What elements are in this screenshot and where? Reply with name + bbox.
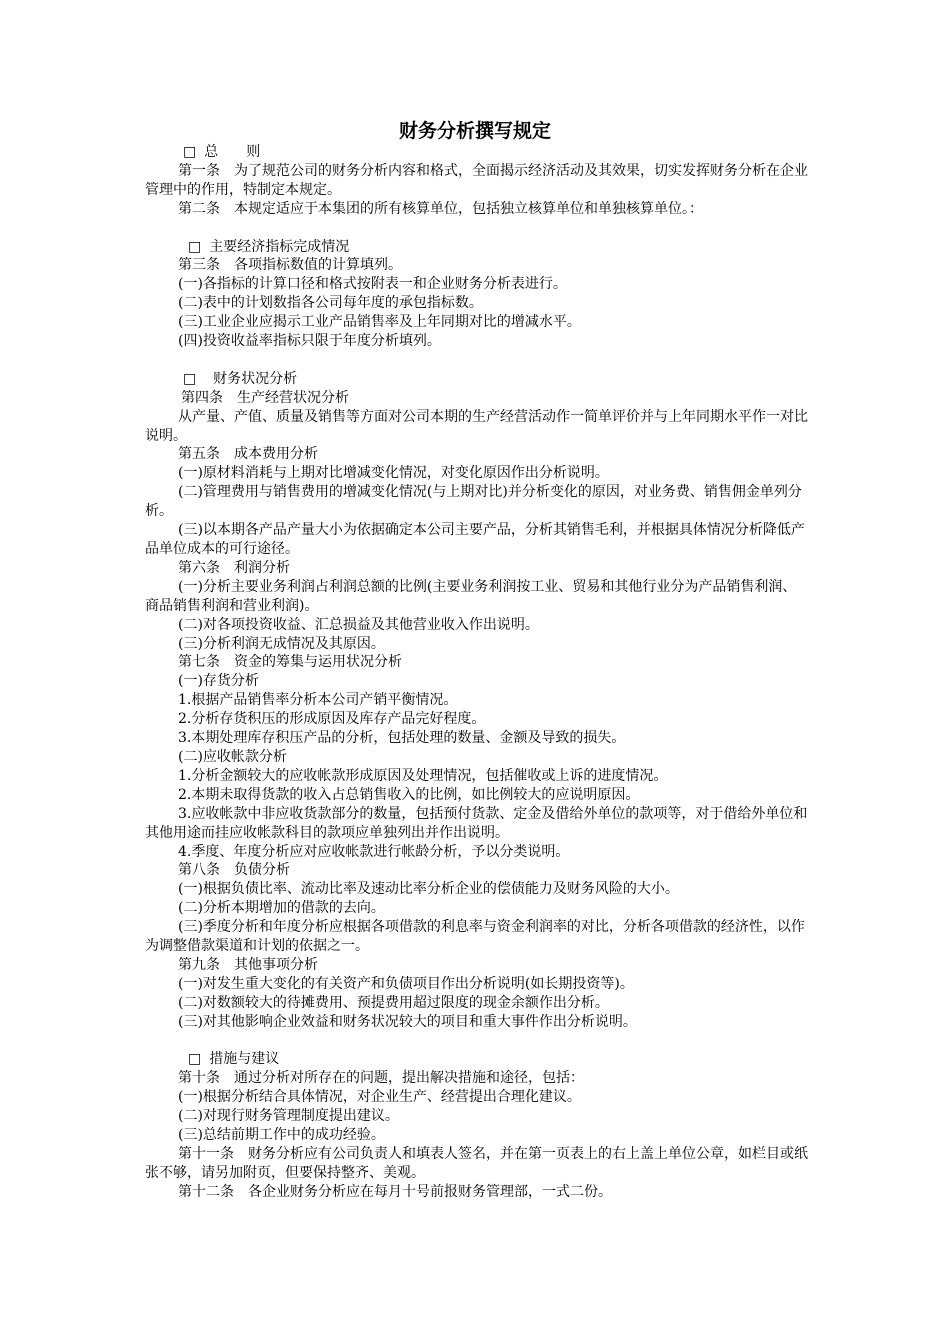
article-3-item-3: (三)工业企业应揭示工业产品销售率及上年同期对比的增减水平。 (178, 314, 581, 331)
article-4: 第四条 生产经营状况分析 (181, 389, 349, 406)
spacer (145, 351, 810, 370)
checkbox-icon: □ (188, 238, 202, 255)
article-6-item-3: (三)分析利润无成情况及其原因。 (178, 635, 385, 652)
article-3-item-2: (二)表中的计划数指各公司每年度的承包指标数。 (178, 295, 483, 312)
article-9-item-1: (一)对发生重大变化的有关资产和负债项目作出分析说明(如长期投资等)。 (178, 975, 634, 992)
checkbox-icon: □ (188, 1051, 202, 1068)
article-4-text: 从产量、产值、质量及销售等方面对公司本期的生产经营活动作一简单评价并与上年同期水平作一对比说明。 (145, 408, 808, 444)
article-7-item-1-2: 2.分析存货积压的形成原因及库存产品完好程度。 (178, 711, 486, 728)
article-2: 第二条 本规定适应于本集团的所有核算单位，包括独立核算单位和单独核算单位。： (178, 200, 703, 217)
article-9-item-3: (三)对其他影响企业效益和财务状况较大的项目和重大事件作出分析说明。 (178, 1013, 637, 1030)
article-7-item-2-4: 4.季度、年度分析应对应收帐款进行帐龄分析，予以分类说明。 (178, 843, 570, 860)
document-body (145, 143, 810, 1202)
spacer (145, 1032, 810, 1051)
article-5-item-2: (二)管理费用与销售费用的增减变化情况(与上期对比)并分析变化的原因，对业务费、销售佣金单列分析。 (145, 484, 802, 520)
section-heading-measures: □ 措施与建议 (188, 1051, 280, 1068)
article-1: 第一条 为了规范公司的财务分析内容和格式，全面揭示经济活动及其效果，切实发挥财务分析在企业管理中的作用，特制定本规定。 (145, 162, 808, 198)
article-9-item-2: (二)对数额较大的待摊费用、预提费用超过限度的现金余额作出分析。 (178, 994, 609, 1011)
article-3-item-1: (一)各指标的计算口径和格式按附表一和企业财务分析表进行。 (178, 276, 567, 293)
article-7-item-2-1: 1.分析金额较大的应收帐款形成原因及处理情况，包括催收或上诉的进度情况。 (178, 767, 668, 784)
article-10-item-1: (一)根据分析结合具体情况，对企业生产、经营提出合理化建议。 (178, 1089, 581, 1106)
article-5: 第五条 成本费用分析 (178, 446, 318, 463)
article-10-item-2: (二)对现行财务管理制度提出建议。 (178, 1108, 399, 1125)
article-6-item-1: (一)分析主要业务利润占利润总额的比例(主要业务利润按工业、贸易和其他行业分为产品销售利润、商品销售利润和营业利润)。 (145, 578, 797, 614)
article-7-item-1-1: 1.根据产品销售率分析本公司产销平衡情况。 (178, 692, 458, 709)
article-8-item-1: (一)根据负债比率、流动比率及速动比率分析企业的偿债能力及财务风险的大小。 (178, 881, 679, 898)
article-3: 第三条 各项指标数值的计算填列。 (178, 257, 402, 274)
article-8-item-3: (三)季度分析和年度分析应根据各项借款的利息率与资金利润率的对比，分析各项借款的经济性，以作为调整借款渠道和计划的依据之一。 (145, 919, 805, 955)
section-heading-indicators: □ 主要经济指标完成情况 (188, 238, 350, 255)
article-7: 第七条 资金的筹集与运用状况分析 (178, 654, 402, 671)
document-title: 财务分析撰写规定 (398, 120, 551, 142)
article-5-item-1: (一)原材料消耗与上期对比增减变化情况，对变化原因作出分析说明。 (178, 465, 609, 482)
article-5-item-3: (三)以本期各产品产量大小为依据确定本公司主要产品，分析其销售毛利，并根据具体情况分析降低产品单位成本的可行途径。 (145, 522, 805, 557)
checkbox-icon: □ (183, 370, 197, 387)
article-10-item-3: (三)总结前期工作中的成功经验。 (178, 1127, 385, 1144)
article-6: 第六条 利润分析 (178, 559, 290, 576)
article-11: 第十一条 财务分析应有公司负责人和填表人签名，并在第一页表上的右上盖上单位公章，如栏目或纸张不够，请另加附页，但要保持整齐、美观。 (145, 1145, 808, 1181)
section-heading-general: □ 总 则 (183, 144, 261, 160)
article-7-item-2-2: 2.本期未取得货款的收入占总销售收入的比例，如比例较大的应说明原因。 (178, 786, 640, 803)
article-6-item-2: (二)对各项投资收益、汇总损益及其他营业收入作出说明。 (178, 616, 539, 633)
article-3-item-4: (四)投资收益率指标只限于年度分析填列。 (178, 333, 441, 350)
article-7-item-1-3: 3.本期处理库存积压产品的分析，包括处理的数量、金额及导致的损失。 (178, 730, 626, 747)
article-7-item-2-3: 3.应收帐款中非应收货款部分的数量，包括预付货款、定金及借给外单位的款项等，对于借给外单位和其他用途而挂应收帐款科目的款项应单独列出并作出说明。 (145, 805, 808, 841)
article-7-item-2: (二)应收帐款分析 (178, 748, 287, 765)
article-8: 第八条 负债分析 (178, 862, 290, 879)
article-8-item-2: (二)分析本期增加的借款的去向。 (178, 900, 385, 917)
article-7-item-1: (一)存货分析 (178, 673, 259, 690)
section-heading-financial-status: □ 财务状况分析 (183, 370, 298, 387)
checkbox-icon: □ (183, 144, 197, 160)
spacer (145, 219, 810, 238)
article-12: 第十二条 各企业财务分析应在每月十号前报财务管理部，一式二份。 (178, 1183, 612, 1200)
article-9: 第九条 其他事项分析 (178, 956, 318, 973)
article-10: 第十条 通过分析对所存在的问题，提出解决措施和途径，包括： (178, 1070, 584, 1087)
